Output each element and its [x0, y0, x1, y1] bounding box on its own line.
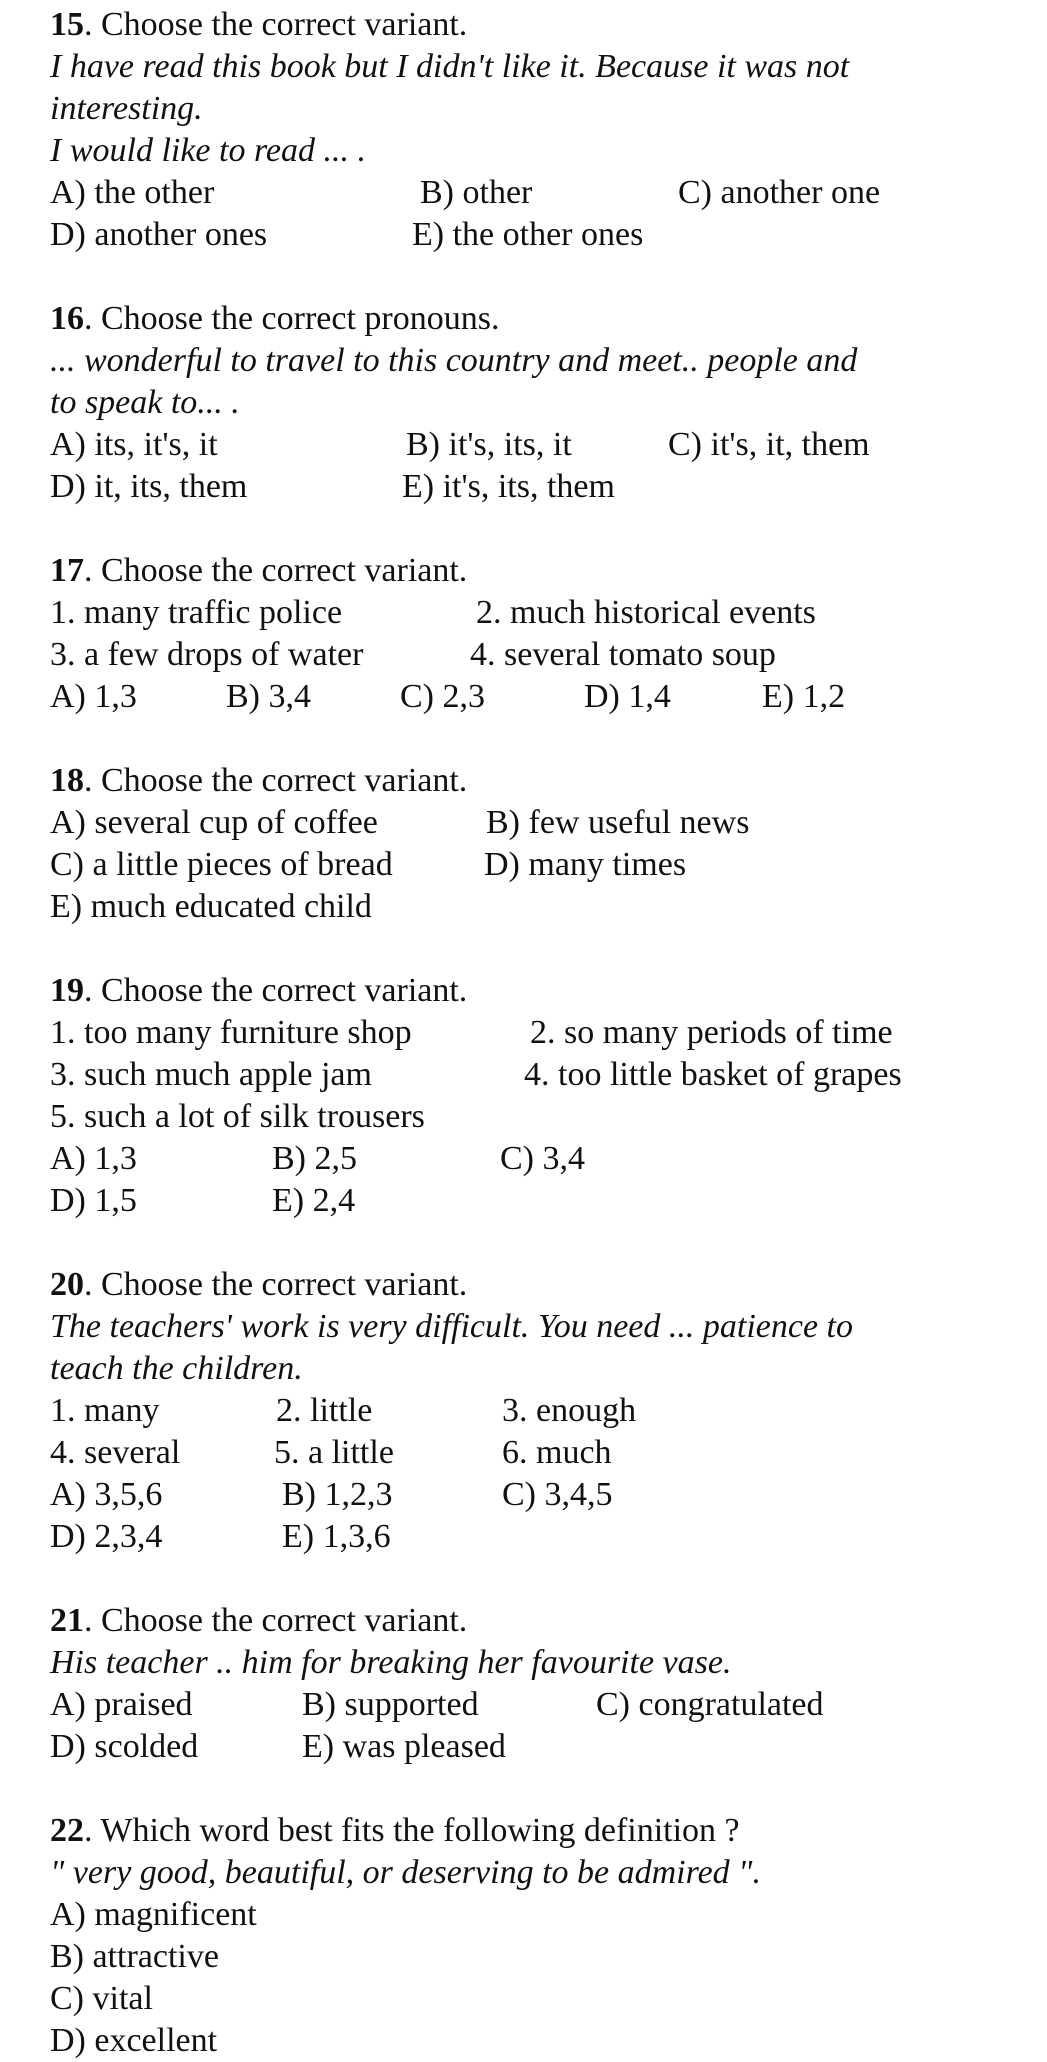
- question-instruction: . Choose the correct variant.: [84, 762, 468, 799]
- question-21-option-a: A) praised: [50, 1686, 193, 1723]
- question-number: 21: [50, 1602, 84, 1639]
- question-number: 19: [50, 972, 84, 1009]
- question-20-item-2: 2. little: [276, 1392, 373, 1429]
- question-17-option-c: C) 2,3: [400, 678, 485, 715]
- question-17-option-e: E) 1,2: [762, 678, 846, 715]
- question-15-option-b: B) other: [420, 174, 533, 211]
- question-number: 18: [50, 762, 84, 799]
- question-18-option-e: E) much educated child: [50, 888, 372, 925]
- question-16-option-b: B) it's, its, it: [406, 426, 572, 463]
- question-20-item-4: 4. several: [50, 1434, 181, 1471]
- question-number: 22: [50, 1812, 84, 1849]
- question-22-option-c: C) vital: [50, 1980, 153, 2017]
- question-number: 20: [50, 1266, 84, 1303]
- question-instruction: . Which word best fits the following definition ?: [84, 1812, 740, 1849]
- question-15-text-line-2: interesting.: [50, 90, 203, 127]
- question-number: 17: [50, 552, 84, 589]
- question-18-option-a: A) several cup of coffee: [50, 804, 378, 841]
- question-19-option-d: D) 1,5: [50, 1182, 137, 1219]
- question-19-item-2: 2. so many periods of time: [530, 1014, 893, 1051]
- question-20-title: [50, 1264, 467, 1306]
- question-15-option-d: D) another ones: [50, 216, 268, 253]
- question-15-title: [50, 4, 467, 46]
- question-instruction: . Choose the correct variant.: [84, 1602, 468, 1639]
- question-17-item-4: 4. several tomato soup: [470, 636, 776, 673]
- question-19-option-c: C) 3,4: [500, 1140, 585, 1177]
- question-17-item-1: 1. many traffic police: [50, 594, 343, 631]
- question-19-item-4: 4. too little basket of grapes: [524, 1056, 902, 1093]
- question-19-title: [50, 970, 467, 1012]
- question-instruction: . Choose the correct variant.: [84, 972, 468, 1009]
- question-16-option-d: D) it, its, them: [50, 468, 248, 505]
- question-16-title: [50, 298, 499, 340]
- question-21-option-b: B) supported: [302, 1686, 479, 1723]
- question-15-option-a: A) the other: [50, 174, 215, 211]
- question-22-title: [50, 1810, 740, 1852]
- question-21-option-d: D) scolded: [50, 1728, 199, 1765]
- question-number: 16: [50, 300, 84, 337]
- question-19-option-e: E) 2,4: [272, 1182, 356, 1219]
- question-18-option-c: C) a little pieces of bread: [50, 846, 393, 883]
- question-16-option-c: C) it's, it, them: [668, 426, 870, 463]
- question-16-text-line-1: ... wonderful to travel to this country and meet.. people and: [50, 342, 858, 379]
- question-18-option-b: B) few useful news: [486, 804, 750, 841]
- question-19-item-3: 3. such much apple jam: [50, 1056, 372, 1093]
- question-15-option-c: C) another one: [678, 174, 881, 211]
- question-16-option-a: A) its, it's, it: [50, 426, 218, 463]
- question-instruction: . Choose the correct pronouns.: [84, 300, 500, 337]
- question-15-option-e: E) the other ones: [412, 216, 644, 253]
- question-16-option-e: E) it's, its, them: [402, 468, 615, 505]
- question-20-option-d: D) 2,3,4: [50, 1518, 163, 1555]
- question-20-option-e: E) 1,3,6: [282, 1518, 391, 1555]
- question-17-item-2: 2. much historical events: [476, 594, 816, 631]
- question-18-option-d: D) many times: [484, 846, 687, 883]
- question-20-item-3: 3. enough: [502, 1392, 637, 1429]
- question-20-item-1: 1. many: [50, 1392, 160, 1429]
- question-19-item-1: 1. too many furniture shop: [50, 1014, 412, 1051]
- question-17-option-b: B) 3,4: [226, 678, 311, 715]
- question-instruction: . Choose the correct variant.: [84, 552, 468, 589]
- question-18-title: [50, 760, 467, 802]
- question-15-text-line-3: I would like to read ... .: [50, 132, 367, 169]
- question-22-option-b: B) attractive: [50, 1938, 219, 1975]
- question-21-option-e: E) was pleased: [302, 1728, 506, 1765]
- question-20-item-6: 6. much: [502, 1434, 612, 1471]
- question-19-option-b: B) 2,5: [272, 1140, 357, 1177]
- question-20-option-a: A) 3,5,6: [50, 1476, 163, 1513]
- question-15-text-line-1: I have read this book but I didn't like it. Because it was not: [50, 48, 850, 85]
- question-17-option-d: D) 1,4: [584, 678, 671, 715]
- question-17-item-3: 3. a few drops of water: [50, 636, 364, 673]
- question-number: 15: [50, 6, 84, 43]
- question-19-item-5: 5. such a lot of silk trousers: [50, 1098, 425, 1135]
- question-20-option-c: C) 3,4,5: [502, 1476, 613, 1513]
- question-22-text-line-1: " very good, beautiful, or deserving to be admired ".: [50, 1854, 761, 1891]
- question-17-title: [50, 550, 467, 592]
- question-21-option-c: C) congratulated: [596, 1686, 824, 1723]
- question-20-option-b: B) 1,2,3: [282, 1476, 393, 1513]
- question-21-title: [50, 1600, 467, 1642]
- question-20-item-5: 5. a little: [274, 1434, 394, 1471]
- question-21-text-line-1: His teacher .. him for breaking her favourite vase.: [50, 1644, 732, 1681]
- question-20-text-line-1: The teachers' work is very difficult. You need ... patience to: [50, 1308, 853, 1345]
- question-instruction: . Choose the correct variant.: [84, 6, 468, 43]
- question-16-text-line-2: to speak to... .: [50, 384, 240, 421]
- question-22-option-d: D) excellent: [50, 2022, 218, 2059]
- question-17-option-a: A) 1,3: [50, 678, 137, 715]
- question-19-option-a: A) 1,3: [50, 1140, 137, 1177]
- question-22-option-a: A) magnificent: [50, 1896, 257, 1933]
- question-20-text-line-2: teach the children.: [50, 1350, 303, 1387]
- question-instruction: . Choose the correct variant.: [84, 1266, 468, 1303]
